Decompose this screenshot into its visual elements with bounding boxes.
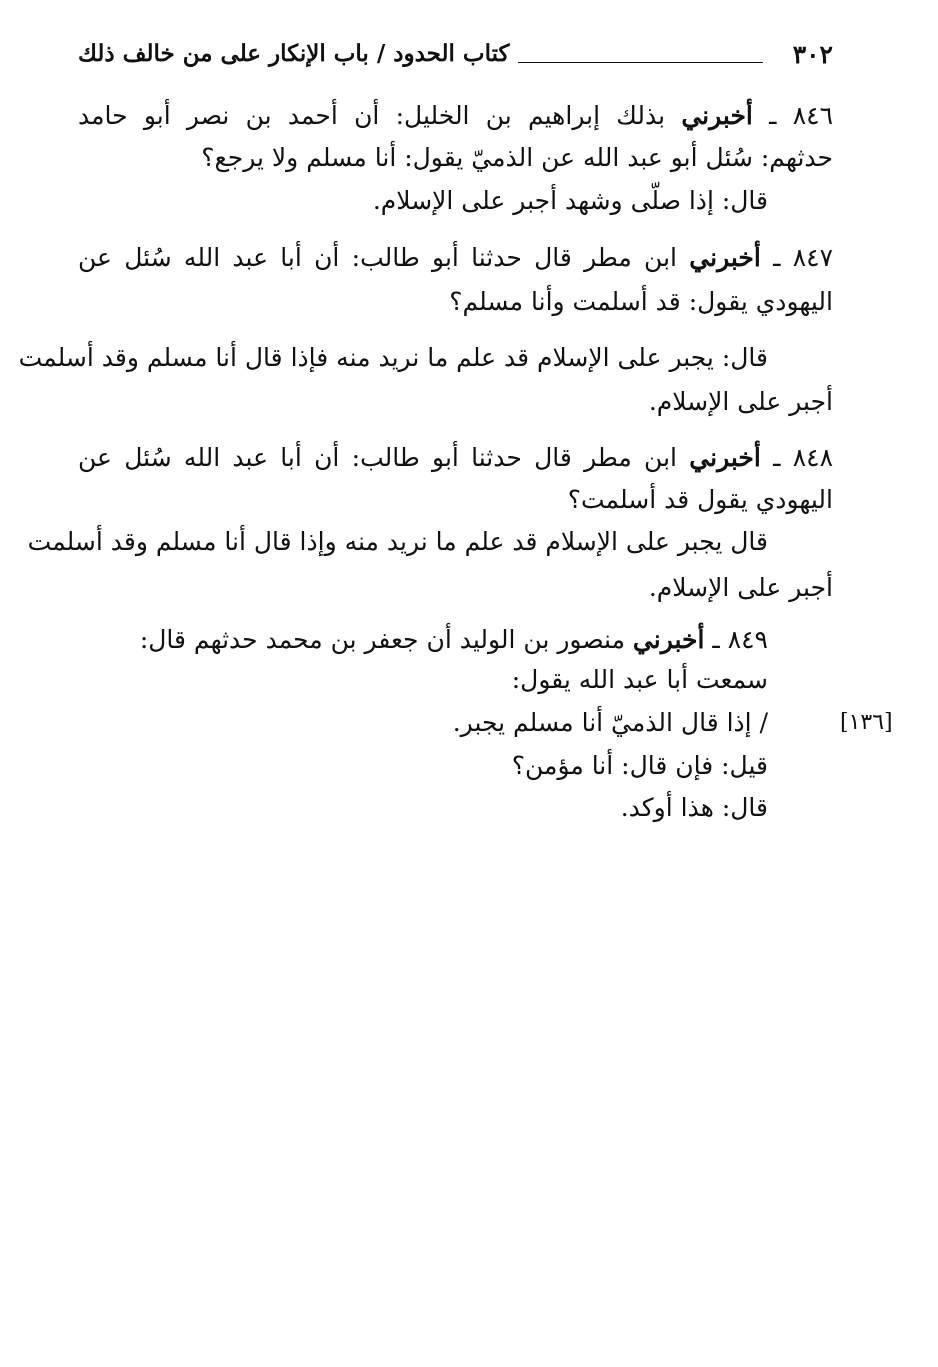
running-title: كتاب الحدود / باب الإنكار على من خالف ذلك xyxy=(78,40,510,67)
entry-keyword: أخبرني xyxy=(632,625,705,654)
entry-849-line-3: / إذا قال الذميّ أنا مسلم يجبر. xyxy=(452,708,768,737)
entry-number: ٨٤٦ ـ xyxy=(769,101,834,130)
entry-keyword: أخبرني xyxy=(681,101,753,130)
entry-847-line-2: اليهودي يقول: قد أسلمت وأنا مسلم؟ xyxy=(449,287,833,316)
entry-848-line-2: اليهودي يقول قد أسلمت؟ xyxy=(567,485,833,514)
entry-number: ٨٤٧ ـ xyxy=(773,243,834,272)
entry-number: ٨٤٨ ـ xyxy=(773,443,834,472)
entry-number: ٨٤٩ ـ xyxy=(712,625,768,654)
entry-848-line-1 xyxy=(78,440,833,476)
entry-848-line-4: أجبر على الإسلام. xyxy=(648,573,833,602)
entry-846-line-2: حدثهم: سُئل أبو عبد الله عن الذميّ يقول: أنا مسلم ولا يرجع؟ xyxy=(201,143,833,172)
entry-849-line-5: قال: هذا أوكد. xyxy=(620,793,768,822)
page-number: ٣٠٢ xyxy=(792,40,833,69)
entry-849-line-4: قيل: فإن قال: أنا مؤمن؟ xyxy=(511,751,768,780)
running-header xyxy=(78,36,833,76)
entry-text: بذلك إبراهيم بن الخليل: أن أحمد بن نصر أبو حامد xyxy=(78,101,666,130)
entry-849-line-1 xyxy=(140,622,768,658)
entry-847-line-4: أجبر على الإسلام. xyxy=(648,387,833,416)
entry-keyword: أخبرني xyxy=(689,443,761,472)
entry-text: منصور بن الوليد أن جعفر بن محمد حدثهم قال: xyxy=(139,625,625,654)
entry-848-line-3: قال يجبر على الإسلام قد علم ما نريد منه وإذا قال أنا مسلم وقد أسلمت xyxy=(27,527,768,556)
entry-keyword: أخبرني xyxy=(689,243,761,272)
margin-folio-note: [١٣٦] xyxy=(840,710,893,735)
entry-text: ابن مطر قال حدثنا أبو طالب: أن أبا عبد الله سُئل عن xyxy=(78,243,677,272)
header-rule xyxy=(518,62,763,63)
entry-847-line-1 xyxy=(78,240,833,276)
entry-text: ابن مطر قال حدثنا أبو طالب: أن أبا عبد الله سُئل عن xyxy=(78,443,677,472)
entry-847-line-3: قال: يجبر على الإسلام قد علم ما نريد منه فإذا قال أنا مسلم وقد أسلمت xyxy=(18,343,768,372)
entry-846-line-1 xyxy=(78,98,833,134)
entry-846-line-3: قال: إذا صلّى وشهد أجبر على الإسلام. xyxy=(372,186,768,215)
entry-849-line-2: سمعت أبا عبد الله يقول: xyxy=(511,665,768,694)
